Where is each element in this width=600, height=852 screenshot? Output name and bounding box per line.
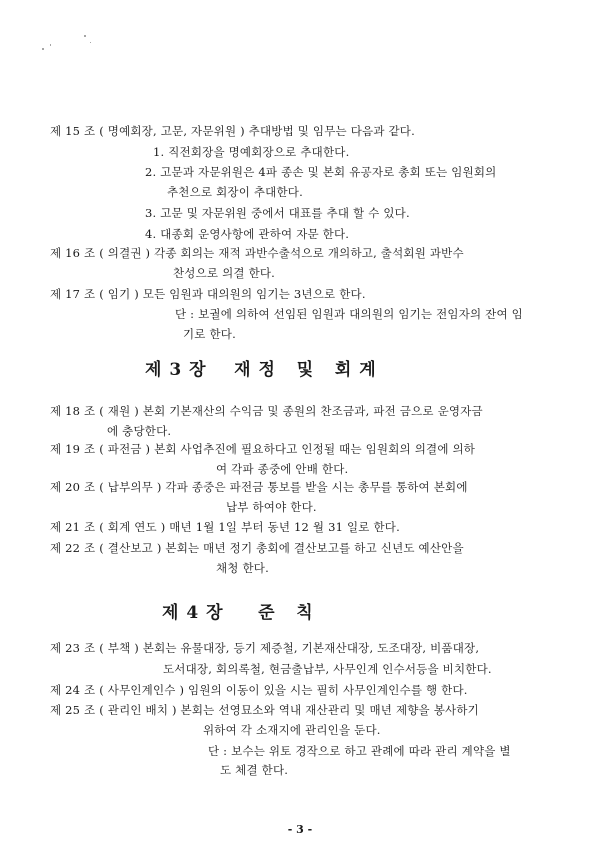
chapter-4-title: 제 4 장 준 칙: [162, 603, 314, 623]
article-15-item-2-cont: 추천으로 회장이 추대한다.: [167, 185, 303, 199]
article-18-line-2: 에 충당한다.: [107, 424, 172, 438]
article-15-item-3: 3. 고문 및 자문위원 중에서 대표를 추대 할 수 있다.: [145, 206, 410, 220]
article-20-line-1: 제 20 조 ( 납부의무 ) 각파 종중은 파전금 통보를 받을 시는 총무를 통하여 본회에: [50, 480, 468, 494]
article-22-line-2: 채청 한다.: [216, 561, 269, 575]
article-20-line-2: 납부 하여야 한다.: [226, 500, 317, 514]
article-16-line-2: 찬성으로 의결 한다.: [173, 266, 276, 280]
article-16-line-1: 제 16 조 ( 의결권 ) 각종 회의는 재적 과반수출석으로 개의하고, 출석회원 과반수: [50, 246, 464, 260]
article-15-heading: 제 15 조 ( 명예회장, 고문, 자문위원 ) 추대방법 및 임무는 다음과 같다.: [50, 124, 415, 138]
article-18-line-1: 제 18 조 ( 재원 ) 본회 기본재산의 수익금 및 종원의 찬조금과, 파전 금으로 운영자금: [50, 404, 483, 418]
scan-specks: [40, 30, 100, 60]
article-25-line-3: 단 : 보수는 위토 경작으로 하고 관례에 따라 관리 계약을 별: [208, 744, 511, 758]
article-24-line-1: 제 24 조 ( 사무인계인수 ) 임원의 이동이 있을 시는 필히 사무인계인수를 행 한다.: [50, 683, 468, 697]
article-25-line-2: 위하여 각 소재지에 관리인을 둔다.: [203, 723, 381, 737]
article-15-item-1: 1. 직전회장을 명예회장으로 추대한다.: [153, 145, 350, 159]
article-25-line-4: 도 체결 한다.: [220, 763, 289, 777]
page-number: - 3 -: [287, 823, 313, 836]
article-17-line-3: 기로 한다.: [183, 327, 236, 341]
article-15-item-2: 2. 고문과 자문위원은 4파 종손 및 본회 유공자로 총회 또는 임원회의: [145, 165, 497, 179]
article-23-line-1: 제 23 조 ( 부책 ) 본회는 유물대장, 등기 제증철, 기본재산대장, 도조대장, 비품대장,: [50, 641, 480, 655]
article-19-line-2: 여 각파 종중에 안배 한다.: [216, 462, 349, 476]
article-15-item-4: 4. 대종회 운영사항에 관하여 자문 한다.: [145, 227, 350, 241]
article-17-line-1: 제 17 조 ( 임기 ) 모든 임원과 대의원의 임기는 3년으로 한다.: [50, 287, 366, 301]
article-25-line-1: 제 25 조 ( 관리인 배치 ) 본회는 선영묘소와 역내 재산관리 및 매년 제향을 봉사하기: [50, 703, 479, 717]
article-23-line-2: 도서대장, 회의록철, 현금출납부, 사무인계 인수서등을 비치한다.: [163, 662, 492, 676]
article-19-line-1: 제 19 조 ( 파전금 ) 본회 사업추진에 필요하다고 인정될 때는 임원회의 의결에 의하: [50, 442, 476, 456]
article-17-line-2: 단 : 보궐에 의하여 선임된 임원과 대의원의 임기는 전임자의 잔여 임: [175, 307, 523, 321]
article-21-line-1: 제 21 조 ( 회계 연도 ) 매년 1월 1일 부터 동년 12 월 31 일로 한다.: [50, 520, 400, 534]
article-22-line-1: 제 22 조 ( 결산보고 ) 본회는 매년 정기 총회에 결산보고를 하고 신년도 예산안을: [50, 541, 464, 555]
chapter-3-title: 제 3 장 재 정 및 회 계: [145, 360, 377, 380]
